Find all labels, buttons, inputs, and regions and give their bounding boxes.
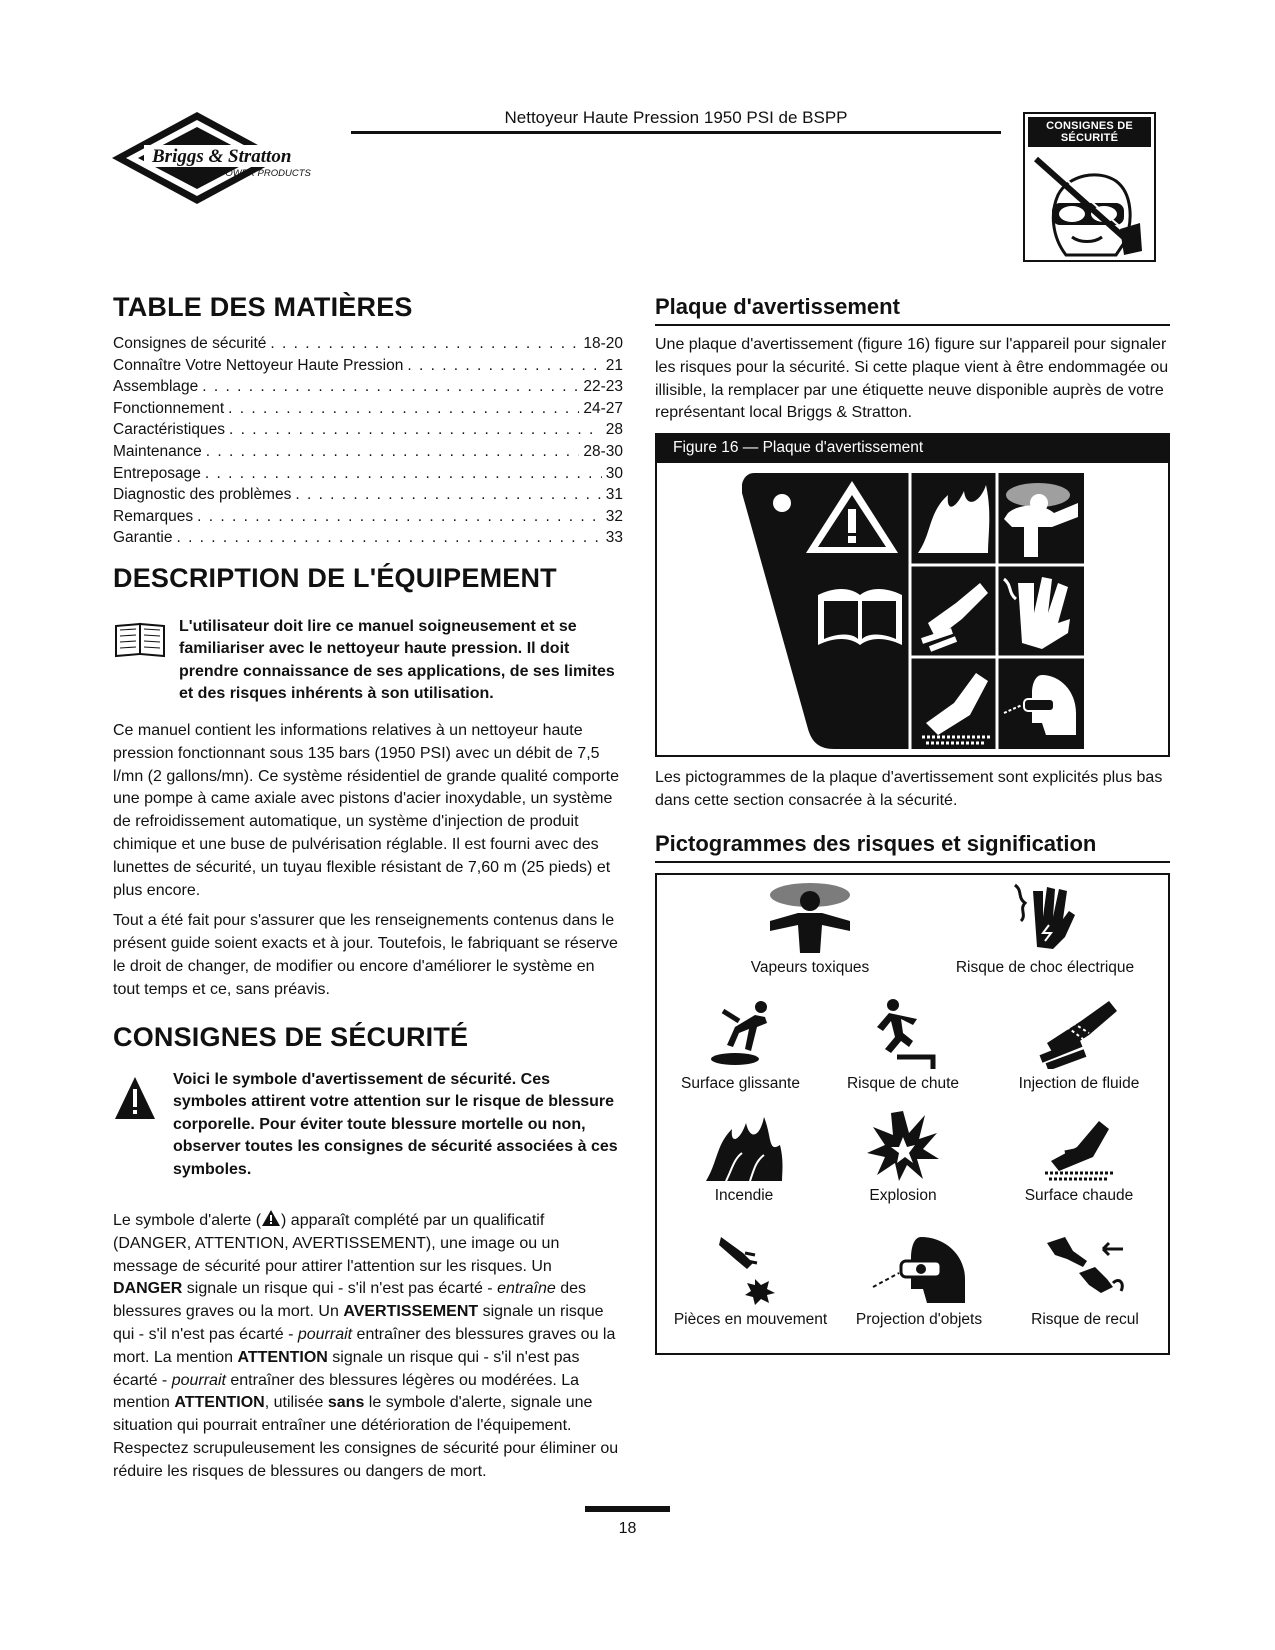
alert-text-j: le symbole d'alerte, signale une situation qui pourrait entraîner une détérioration de l'équipement. Respectez scrupuleusement les consignes de sécurité pour éliminer ou réduire les risques de blessures ou dangers de mort. <box>113 1394 619 1480</box>
toc-item[interactable] <box>113 484 623 506</box>
pictogram-fall-risk <box>823 997 983 1093</box>
description-paragraph: Ce manuel contient les informations relatives à un nettoyeur haute pression fonctionnant sous 135 bars (1950 PSI) avec un débit de 7,5 l/mn (2 gallons/mn). Ce système résidentiel de grande qualité comporte une pompe à came axiale avec pistons d'acier inoxydable, un système de refroidissement automatique, un système d'injection de produit chimique et une buse de pulvérisation réglable. Il est fourni avec des lunettes de sécurité, un tuyau flexible résistant de 7,60 m (25 pieds) et plus encore. <box>113 721 620 899</box>
badge-label: CONSIGNES DE SÉCURITÉ <box>1028 117 1151 147</box>
pictogram-label: Pièces en mouvement <box>673 1310 828 1328</box>
flying-objects-icon <box>871 1233 967 1305</box>
pictogram-label: Surface chaude <box>1024 1186 1134 1204</box>
toc-page: 18-20 <box>583 335 623 352</box>
plaque-title: Plaque d'avertissement <box>655 294 1170 326</box>
toc-title: TABLE DES MATIÈRES <box>113 292 413 322</box>
alert-symbol-icon <box>261 1209 281 1227</box>
avertissement-term: AVERTISSEMENT <box>343 1303 479 1321</box>
toc-page: 22-23 <box>583 378 623 396</box>
pictograms-panel <box>655 873 1170 1355</box>
pictogram-moving-parts <box>663 1233 838 1329</box>
toc-item[interactable] <box>113 441 623 463</box>
pictogram-label: Risque de choc électrique <box>955 958 1135 976</box>
alert-text-g: signale un risque qui - s'il n'est pas écarté - <box>113 1348 580 1389</box>
alert-text-b: ) apparaît complété par un qualificatif (DANGER, ATTENTION, AVERTISSEMENT), une image ou un message de sécurité pour attirer l'attention sur les risques. Un <box>113 1212 560 1275</box>
toc-label: Caractéristiques <box>113 421 225 439</box>
toc-item[interactable] <box>113 419 623 441</box>
pictogram-toxic-fumes <box>715 881 905 977</box>
pictogram-label: Explosion <box>869 1186 937 1204</box>
toc-label: Consignes de sécurité <box>113 335 267 352</box>
alert-text-e-em: pourrait <box>297 1325 353 1343</box>
pictogram-label: Projection d'objets <box>855 1310 983 1328</box>
toc-item[interactable] <box>113 506 623 528</box>
alert-text-c-em: entraîne <box>497 1280 556 1298</box>
figure-16 <box>655 433 1170 757</box>
safety-badge <box>1023 112 1156 262</box>
electric-shock-icon <box>1009 881 1081 953</box>
toc-page: 30 <box>605 464 623 482</box>
moving-parts-icon <box>715 1233 787 1305</box>
toc-page: 33 <box>605 529 623 547</box>
left-column <box>113 292 623 1484</box>
pictogram-fire <box>669 1109 819 1205</box>
plaque-after-paragraph: Les pictogrammes de la plaque d'avertissement sont explicités plus bas dans cette section consacrée à la sécurité. <box>655 769 1163 809</box>
toc-item[interactable] <box>113 398 623 420</box>
fluid-injection-icon <box>1037 997 1121 1069</box>
pictogram-slippery-surface <box>663 997 818 1093</box>
alert-text-i: , utilisée <box>264 1394 328 1412</box>
hot-surface-icon <box>1037 1109 1121 1181</box>
toc-item[interactable] <box>113 376 623 398</box>
pictogram-flying-objects <box>839 1233 999 1329</box>
toc-leader <box>270 333 579 355</box>
open-book-icon <box>113 616 167 706</box>
toc-item[interactable] <box>113 333 623 355</box>
briggs-stratton-logo-mark <box>112 112 337 204</box>
alert-text-c: signale un risque qui - s'il n'est pas écarté - <box>182 1280 498 1298</box>
toc-page: 21 <box>605 356 623 374</box>
alert-text-f: entraîner des blessures graves ou la mort. La mention <box>113 1325 616 1366</box>
toc-label: Connaître Votre Nettoyeur Haute Pression <box>113 356 404 374</box>
danger-term: DANGER <box>113 1280 183 1298</box>
brand-logo <box>112 112 337 204</box>
pictogram-label: Surface glissante <box>681 1074 800 1092</box>
pictogram-label: Risque de recul <box>1031 1310 1139 1328</box>
pictogram-label: Vapeurs toxiques <box>750 958 870 976</box>
table-of-contents <box>113 333 623 549</box>
toc-item[interactable] <box>113 527 623 549</box>
pictogram-label: Injection de fluide <box>1018 1074 1140 1092</box>
warning-plate-image <box>742 473 1084 749</box>
toc-label: Garantie <box>113 529 173 547</box>
plaque-paragraph: Une plaque d'avertissement (figure 16) figure sur l'appareil pour signaler les risques pour la sécurité. Si cette plaque vient à être endommagée ou illisible, la remplacer par une étiquette neuve disponible auprès de votre représentant local Briggs & Stratton. <box>655 336 1169 422</box>
toxic-fumes-icon <box>762 881 858 953</box>
alert-text-h: entraîner des blessures légères ou modérées. La mention <box>113 1371 580 1412</box>
pictogram-kickback <box>1005 1233 1165 1329</box>
manual-note-text: L'utilisateur doit lire ce manuel soigneusement et se familiariser avec le nettoyeur haute pression. Il doit prendre connaissance de ses applications, de ses limites et des risques inhérents à son utilisation. <box>179 617 615 703</box>
sans-term: sans <box>327 1394 365 1412</box>
pictogram-label: Incendie <box>714 1186 774 1204</box>
header-rule <box>351 131 1001 134</box>
alert-text-g-em: pourrait <box>171 1371 226 1389</box>
toc-page: 28 <box>605 421 623 439</box>
safety-note <box>113 1069 623 1182</box>
safety-gear-icon <box>1028 151 1151 263</box>
toc-leader <box>206 441 580 463</box>
pictogram-label: Risque de chute <box>846 1074 960 1092</box>
right-column <box>655 294 1170 1355</box>
fire-icon <box>702 1109 786 1181</box>
toc-label: Diagnostic des problèmes <box>113 486 292 504</box>
alert-paragraph <box>113 1209 623 1484</box>
warning-triangle-icon <box>113 1069 161 1182</box>
toc-page: 32 <box>605 507 623 525</box>
safety-title: CONSIGNES DE SÉCURITÉ <box>113 1021 469 1052</box>
page-number: 18 <box>618 1520 637 1537</box>
explosion-icon <box>867 1109 939 1181</box>
slippery-surface-icon <box>705 997 777 1069</box>
disclaimer-paragraph: Tout a été fait pour s'assurer que les renseignements contenus dans le présent guide soient exacts et à jour. Toutefois, le fabriquant se réserve le droit de changer, de modifier ou encore d'améliorer le système en tout temps et ce, sans préavis. <box>113 912 618 998</box>
toc-item[interactable] <box>113 355 623 377</box>
toc-page: 24-27 <box>583 399 623 417</box>
logo-name: Briggs & Stratton <box>152 146 292 167</box>
alert-text-d: des blessures graves ou la mort. Un <box>113 1280 587 1321</box>
toc-page: 31 <box>605 486 623 504</box>
toc-leader <box>295 484 601 506</box>
document-title: Nettoyeur Haute Pression 1950 PSI de BSPP <box>504 108 848 127</box>
attention-term-2: ATTENTION <box>174 1394 265 1412</box>
alert-text-a: Le symbole d'alerte ( <box>113 1212 262 1229</box>
pictogram-electric-shock <box>925 881 1165 977</box>
page-number-bar <box>585 1506 670 1512</box>
pictogram-fluid-injection <box>989 997 1169 1093</box>
description-title: DESCRIPTION DE L'ÉQUIPEMENT <box>113 562 557 593</box>
toc-leader <box>229 419 602 441</box>
toc-leader <box>228 398 579 420</box>
toc-leader <box>176 527 601 549</box>
figure-caption: Figure 16 — Plaque d'avertissement <box>657 435 1168 463</box>
pictogram-explosion <box>823 1109 983 1205</box>
manual-note <box>113 616 623 706</box>
toc-label: Remarques <box>113 507 194 525</box>
toc-item[interactable] <box>113 463 623 485</box>
toc-label: Fonctionnement <box>113 399 225 417</box>
alert-text-e: signale un risque qui - s'il n'est pas écarté - <box>113 1303 604 1343</box>
toc-page: 28-30 <box>583 442 623 460</box>
fall-risk-icon <box>867 997 939 1069</box>
logo-sub: POWER PRODUCTS <box>219 168 311 179</box>
toc-leader <box>202 376 579 398</box>
attention-term: ATTENTION <box>237 1348 328 1366</box>
toc-leader <box>205 463 602 485</box>
kickback-icon <box>1043 1233 1127 1305</box>
toc-label: Maintenance <box>113 442 202 460</box>
pictogram-hot-surface <box>989 1109 1169 1205</box>
safety-note-text: Voici le symbole d'avertissement de sécurité. Ces symboles attirent votre attention sur le risque de blessure corporelle. Pour éviter toute blessure mortelle ou non, observer toutes les consignes de sécurité associées à ces symboles. <box>173 1070 618 1178</box>
pictograms-title: Pictogrammes des risques et signification <box>655 831 1170 863</box>
toc-label: Assemblage <box>113 378 199 396</box>
toc-leader <box>407 355 601 377</box>
toc-leader <box>197 506 602 528</box>
toc-label: Entreposage <box>113 464 201 482</box>
